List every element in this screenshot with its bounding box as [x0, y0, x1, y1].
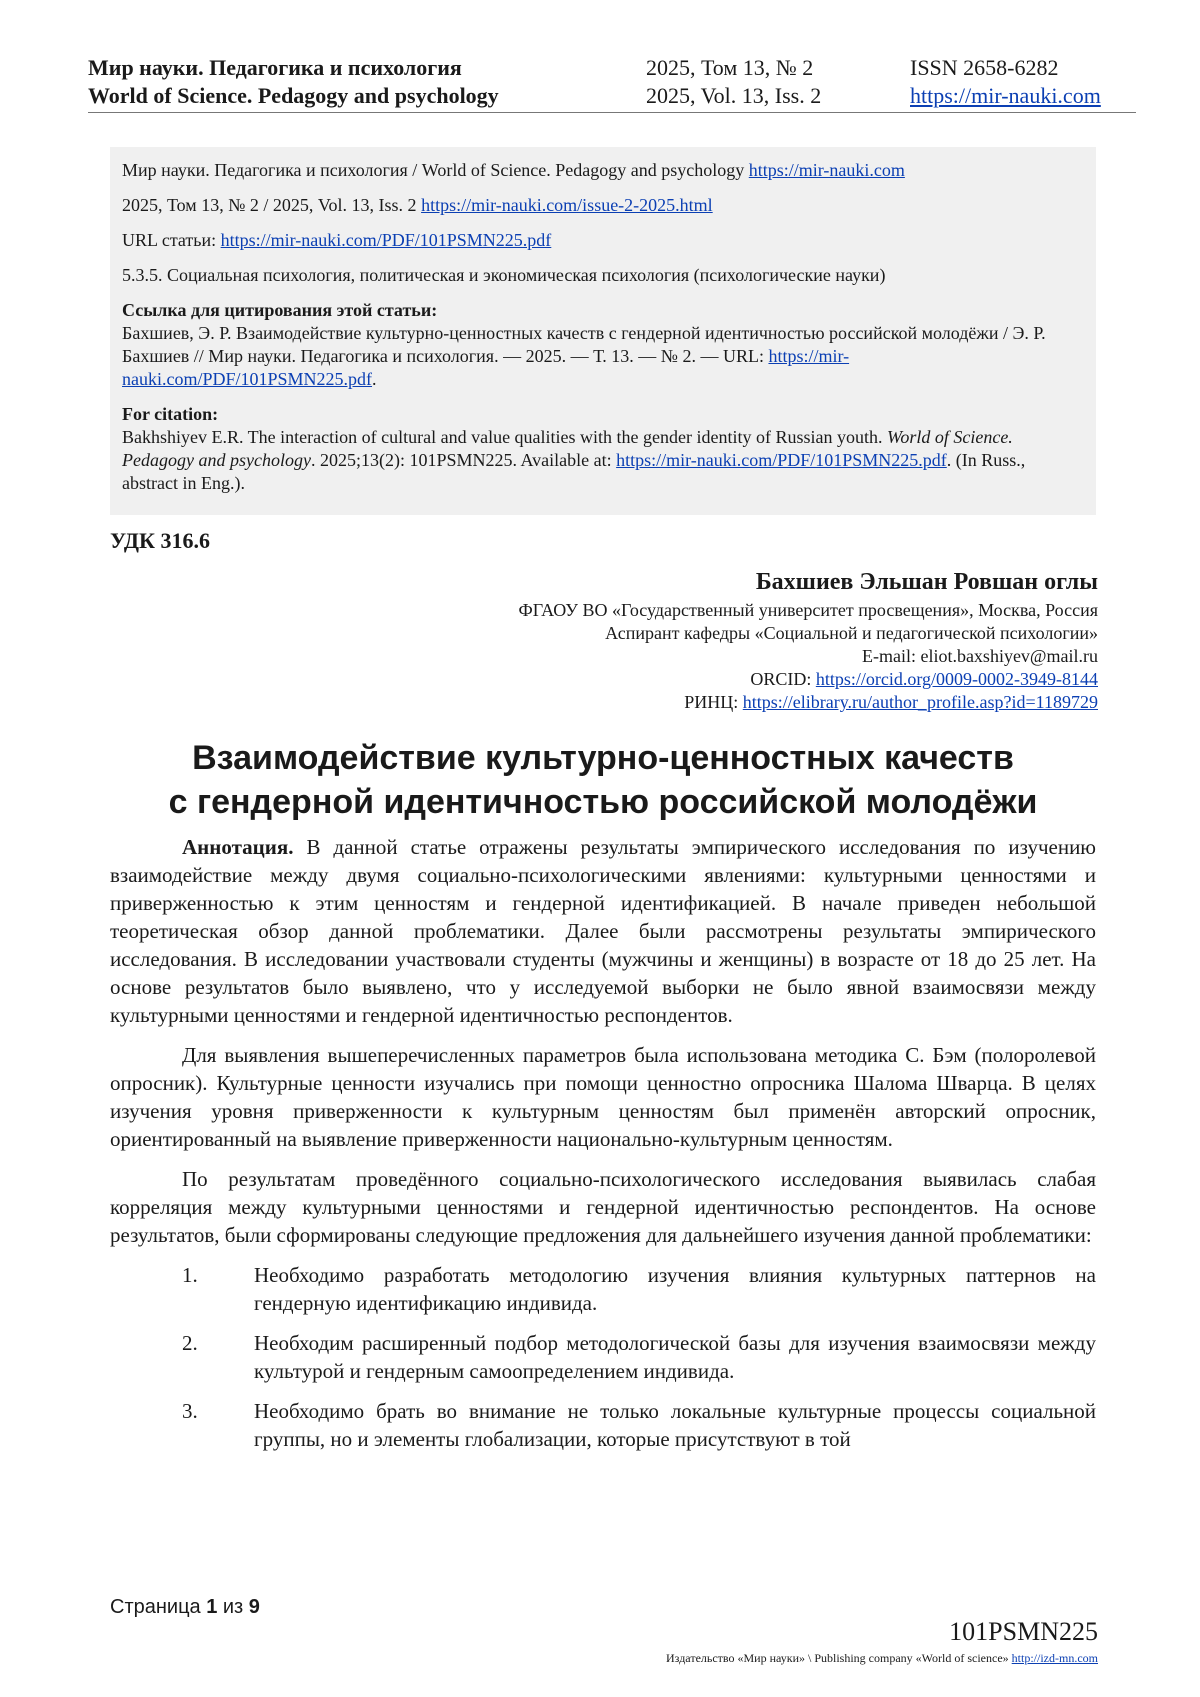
journal-site-link[interactable]: https://mir-nauki.com	[910, 83, 1101, 108]
info-issue-line	[122, 194, 1082, 217]
list-item-number: 2.	[182, 1331, 198, 1355]
author-name: Бахшиев Эльшан Ровшан оглы	[755, 569, 1098, 595]
info-journal-link[interactable]: https://mir-nauki.com	[748, 160, 905, 180]
page-current: 1	[206, 1596, 218, 1618]
running-header	[88, 54, 1136, 113]
proposal-list	[110, 1261, 1096, 1453]
page-indicator	[110, 1596, 260, 1619]
article-code: 101PSMN225	[949, 1617, 1098, 1646]
journal-title-en: World of Science. Pedagogy and psychology	[88, 83, 499, 108]
author-email: E-mail: eliot.baxshiyev@mail.ru	[861, 646, 1098, 666]
info-journal-text: Мир науки. Педагогика и психология / World of Science. Pedagogy and psychology	[122, 160, 749, 180]
list-item	[110, 1397, 1096, 1453]
issue-info	[646, 54, 821, 110]
list-item-number: 3.	[182, 1399, 198, 1423]
journal-title	[88, 54, 499, 110]
orcid-label: ORCID:	[750, 669, 816, 689]
info-url-label: URL статьи:	[122, 230, 221, 250]
info-journal-line	[122, 159, 1082, 182]
citation-en-link[interactable]: https://mir-nauki.com/PDF/101PSMN225.pdf	[616, 450, 947, 470]
citation-en-heading: For citation:	[122, 404, 219, 424]
citation-ru-block	[122, 299, 1082, 391]
publisher-link[interactable]: http://izd-mn.com	[1011, 1651, 1098, 1665]
article-title	[110, 736, 1096, 824]
info-issue-link[interactable]: https://mir-nauki.com/issue-2-2025.html	[421, 195, 713, 215]
author-rinc	[298, 691, 1098, 714]
author-orcid	[298, 668, 1098, 691]
issn-block	[910, 54, 1101, 110]
citation-en-journal: World of Science. Pedagogy and psychology	[122, 427, 1013, 470]
list-item-number: 1.	[182, 1263, 198, 1287]
page-prefix: Страница	[110, 1596, 207, 1618]
abstract-paragraph-3: По результатам проведённого социально-психологического исследования выявилась слабая корреляция между культурными ценностями и гендерной идентичностью респондентов. На основе результатов, были сформированы следующие предложения для дальнейшего изучения данной проблематики:	[110, 1167, 1096, 1247]
citation-ru-text	[122, 322, 1082, 391]
citation-en-text	[122, 426, 1082, 495]
citation-ru-heading: Ссылка для цитирования этой статьи:	[122, 300, 438, 320]
abstract	[110, 833, 1096, 1465]
author-affiliation: ФГАОУ ВО «Государственный университет просвещения», Москва, Россия	[518, 600, 1098, 620]
list-item	[110, 1261, 1096, 1317]
page-mid: из	[217, 1596, 249, 1618]
journal-title-ru: Мир науки. Педагогика и психология	[88, 55, 462, 80]
article-title-line1: Взаимодействие культурно-ценностных качеств	[192, 739, 1014, 777]
info-url-link[interactable]: https://mir-nauki.com/PDF/101PSMN225.pdf	[220, 230, 552, 250]
publisher-line	[666, 1651, 1098, 1666]
info-url-line	[122, 229, 1082, 252]
article-info-box	[110, 147, 1096, 515]
list-item	[110, 1329, 1096, 1385]
issue-en: 2025, Vol. 13, Iss. 2	[646, 83, 822, 108]
article-title-line2: с гендерной идентичностью российской молодёжи	[168, 783, 1038, 821]
citation-ru-link[interactable]: https://mir-nauki.com/PDF/101PSMN225.pdf	[122, 346, 850, 389]
list-item-text: Необходимо разработать методологию изучения влияния культурных паттернов на гендерную идентификацию индивида.	[254, 1263, 1096, 1315]
citation-en-body3: . (In Russ., abstract in Eng.).	[122, 450, 1026, 493]
abstract-paragraph-1	[110, 833, 1096, 1029]
publisher-text: Издательство «Мир науки» \ Publishing company «World of science»	[666, 1651, 1012, 1665]
issue-ru: 2025, Том 13, № 2	[646, 55, 814, 80]
author-position: Аспирант кафедры «Социальной и педагогической психологии»	[605, 623, 1098, 643]
citation-en-body2: . 2025;13(2): 101PSMN225. Available at:	[310, 450, 617, 470]
abstract-label: Аннотация.	[182, 835, 294, 859]
abstract-paragraph-2: Для выявления вышеперечисленных параметров была использована методика С. Бэм (полоролевой опросник). Культурные ценности изучались при помощи ценностно опросника Шалома Шварца. В целях изучения уровня приверженности к культурным ценностям был применён авторский опросник, ориентированный на выявление приверженности национально-культурным ценностям.	[110, 1043, 1096, 1151]
info-specialty-line: 5.3.5. Социальная психология, политическая и экономическая психология (психологические науки)	[122, 265, 886, 285]
list-item-text: Необходимо брать во внимание не только локальные культурные процессы социальной группы, но и элементы глобализации, которые присутствуют в той	[254, 1399, 1096, 1451]
citation-en-block	[122, 403, 1082, 495]
abstract-p1-text: В данной статье отражены результаты эмпирического исследования по изучению взаимодействие между двумя социально-психологическими явлениями: культурными ценностями и приверженностью к этим ценностям и гендерной идентификацией. В начале приведен небольшой теоретическая обзор данной проблематики. Далее были рассмотрены результаты эмпирического исследования. В исследовании участвовали студенты (мужчины и женщины) в возрасте от 18 до 25 лет. На основе результатов было выявлено, что у исследуемой выборки не было явной взаимосвязи между культурными ценностями и гендерной идентичностью респондентов.	[110, 835, 1096, 1027]
citation-ru-body: Бахшиев, Э. Р. Взаимодействие культурно-ценностных качеств с гендерной идентичностью российской молодёжи / Э. Р. Бахшиев // Мир науки. Педагогика и психология. — 2025. — Т. 13. — № 2. — URL:	[122, 323, 1046, 366]
author-block	[298, 567, 1098, 714]
rinc-link[interactable]: https://elibrary.ru/author_profile.asp?id=1189729	[742, 692, 1098, 712]
udk-code: УДК 316.6	[110, 528, 211, 553]
orcid-link[interactable]: https://orcid.org/0009-0002-3949-8144	[815, 669, 1098, 689]
page-total: 9	[248, 1596, 260, 1618]
rinc-label: РИНЦ:	[684, 692, 743, 712]
info-issue-text: 2025, Том 13, № 2 / 2025, Vol. 13, Iss. 2	[122, 195, 422, 215]
issn: ISSN 2658-6282	[910, 55, 1059, 80]
citation-en-body1: Bakhshiyev E.R. The interaction of cultural and value qualities with the gender identity of Russian youth.	[122, 427, 887, 447]
list-item-text: Необходим расширенный подбор методологической базы для изучения взаимосвязи между культурой и гендерным самоопределением индивида.	[254, 1331, 1096, 1383]
citation-ru-end: .	[372, 369, 377, 389]
